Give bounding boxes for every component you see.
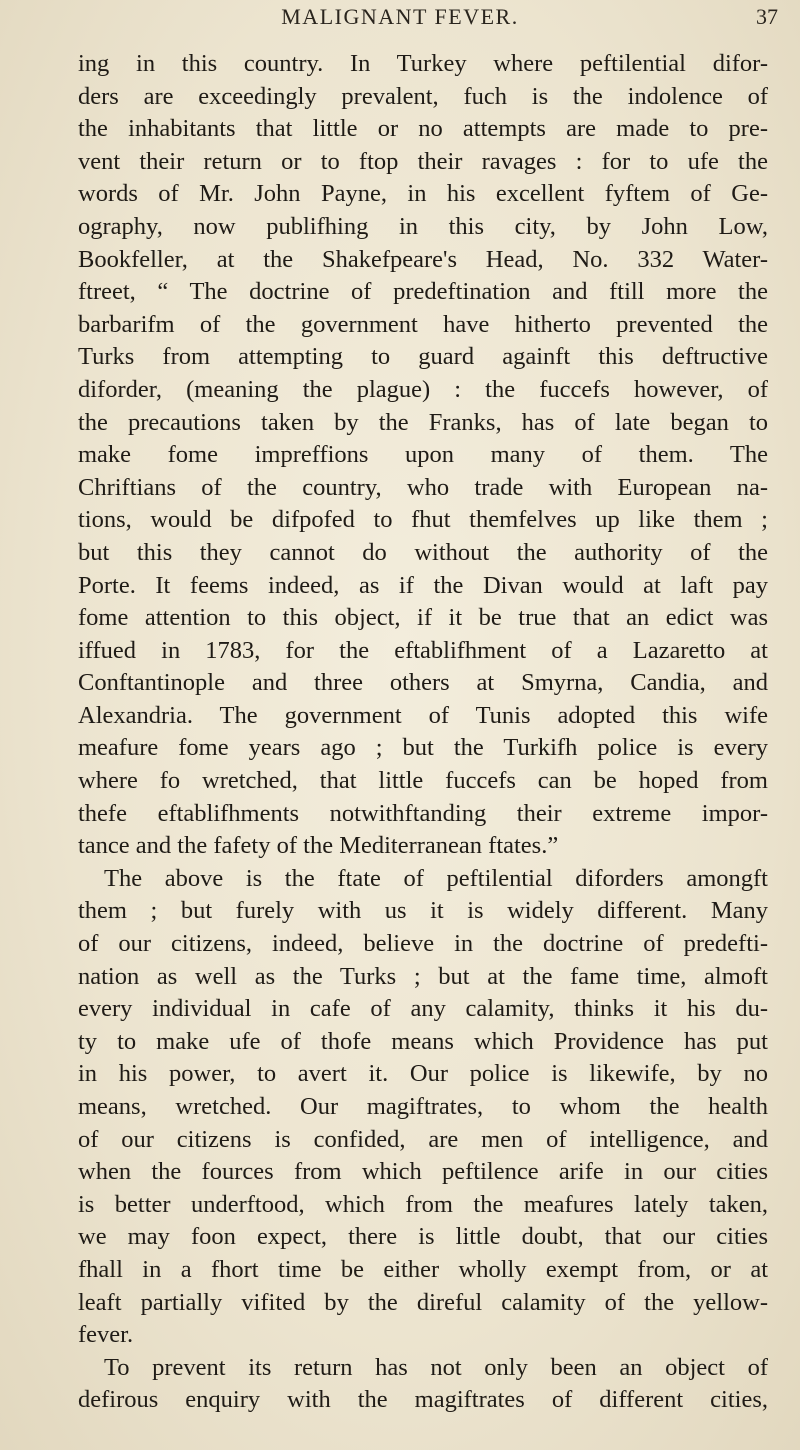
text-line: them ; but furely with us it is widely different. Many	[78, 897, 768, 925]
text-line: vent their return or to ftop their ravages : for to ufe the	[78, 147, 768, 175]
text-line: Alexandria. The government of Tunis adopted this wife	[78, 701, 768, 729]
text-line: is better underftood, which from the meafures lately taken,	[78, 1190, 768, 1218]
text-line: fever.	[78, 1321, 134, 1349]
text-line: iffued in 1783, for the eftablifhment of a Lazaretto at	[78, 636, 768, 664]
text-line: defirous enquiry with the magiftrates of different cities,	[78, 1386, 768, 1414]
page-header	[0, 0, 800, 46]
text-line: where fo wretched, that little fuccefs can be hoped from	[78, 767, 768, 795]
page-number: 37	[756, 4, 778, 29]
text-line: ftreet, “ The doctrine of predeftination and ftill more the	[78, 278, 768, 306]
text-line: but this they cannot do without the authority of the	[78, 538, 768, 566]
text-line: Conftantinople and three others at Smyrna, Candia, and	[78, 669, 768, 697]
paragraph-first-line: To prevent its return has not only been an object of	[104, 1353, 768, 1381]
text-line: in his power, to avert it. Our police is likewife, by no	[78, 1060, 768, 1088]
text-line: ography, now publifhing in this city, by John Low,	[78, 212, 768, 240]
text-line: words of Mr. John Payne, in his excellent fyftem of Ge-	[78, 180, 768, 208]
text-line: Bookfeller, at the Shakefpeare's Head, No. 332 Water-	[78, 245, 768, 273]
text-line: ty to make ufe of thofe means which Providence has put	[78, 1027, 768, 1055]
text-line: means, wretched. Our magiftrates, to whom the health	[78, 1093, 768, 1120]
text-line: the precautions taken by the Franks, has of late began to	[78, 408, 768, 436]
text-line: ders are exceedingly prevalent, fuch is the indolence of	[78, 82, 768, 110]
text-line: of our citizens is confided, are men of intelligence, and	[78, 1125, 768, 1153]
text-line: Turks from attempting to guard againft this deftructive	[78, 343, 768, 371]
text-line: diforder, (meaning the plague) : the fuccefs however, of	[78, 375, 768, 403]
text-line: nation as well as the Turks ; but at the fame time, almoft	[78, 962, 768, 990]
text-line: make fome impreffions upon many of them. The	[78, 441, 768, 469]
text-line: leaft partially vifited by the direful calamity of the yellow-	[78, 1288, 768, 1316]
text-line: we may foon expect, there is little doubt, that our cities	[78, 1223, 768, 1251]
text-line: the inhabitants that little or no attempts are made to pre-	[78, 115, 768, 143]
paragraph-first-line: The above is the ftate of peftilential diforders amongft	[104, 864, 768, 892]
text-line: when the fources from which peftilence arife in our cities	[78, 1158, 768, 1186]
text-line: ing in this country. In Turkey where peftilential difor-	[78, 50, 768, 77]
text-line: fome attention to this object, if it be true that an edict was	[78, 604, 768, 632]
text-line: barbarifm of the government have hitherto prevented the	[78, 310, 768, 338]
text-line: every individual in cafe of any calamity, thinks it his du-	[78, 995, 768, 1023]
text-line: fhall in a fhort time be either wholly exempt from, or at	[78, 1255, 768, 1283]
text-line: tance and the fafety of the Mediterranean ftates.”	[78, 832, 559, 860]
text-line: meafure fome years ago ; but the Turkifh police is every	[78, 734, 768, 762]
text-line: Porte. It feems indeed, as if the Divan would at laft pay	[78, 571, 768, 599]
body-text	[78, 48, 768, 1417]
text-line: thefe eftablifhments notwithftanding their extreme impor-	[78, 799, 768, 827]
running-head: MALIGNANT FEVER.	[281, 4, 519, 29]
text-line: of our citizens, indeed, believe in the doctrine of predefti-	[78, 930, 768, 958]
text-line: tions, would be difpofed to fhut themfelves up like them ;	[78, 506, 768, 534]
text-line: Chriftians of the country, who trade with European na-	[78, 473, 768, 501]
